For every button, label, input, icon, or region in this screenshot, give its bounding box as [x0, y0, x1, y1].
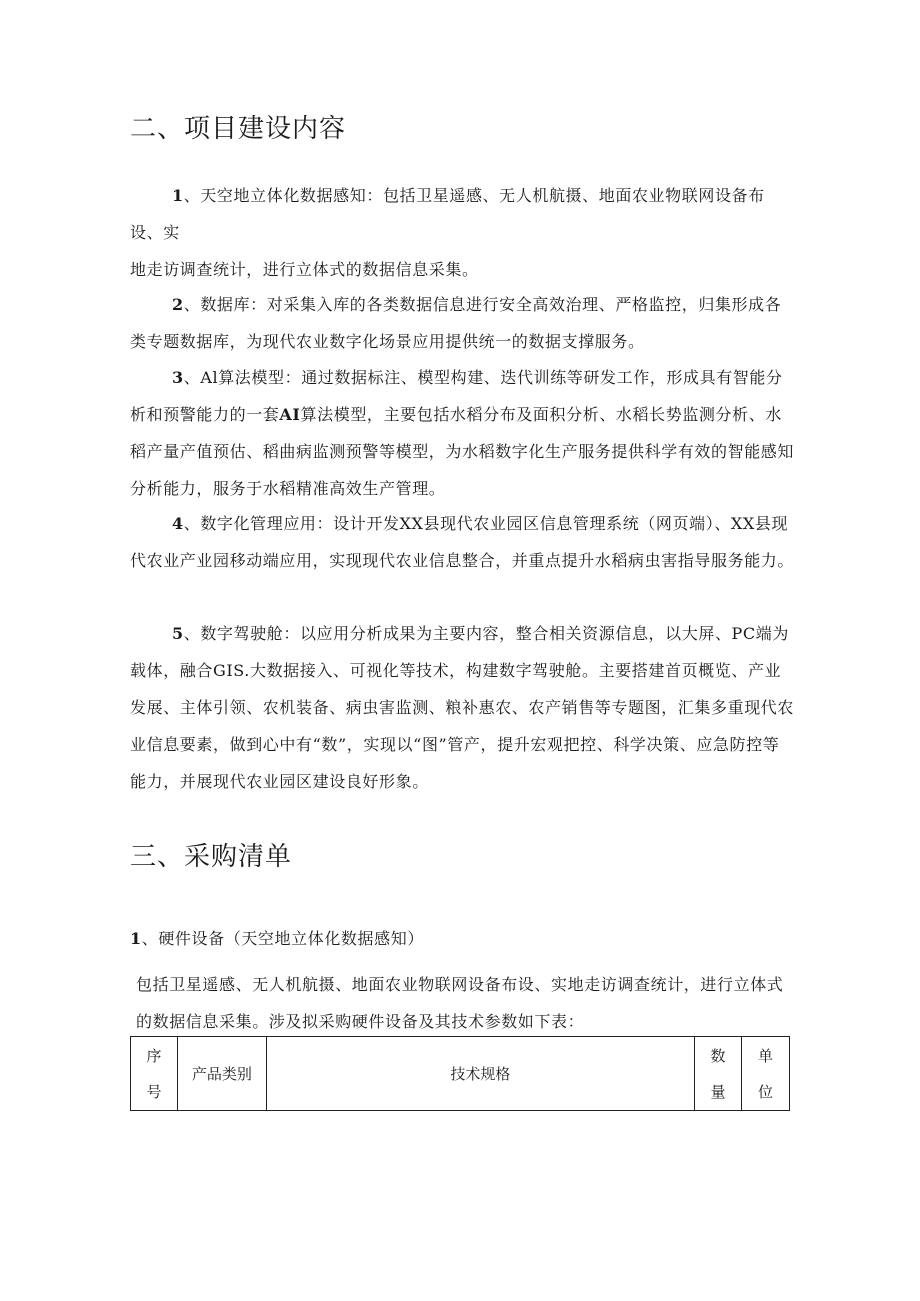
subsection-hardware-heading: [130, 926, 424, 949]
item-5-body: ：以应用分析成果为主要内容，整合相关资源信息，以大屏、PC端为载体，融合GIS.大数据接入、可视化等技术，构建数字驾驶舱。主要搭建首页概览、产业发展、主体引领、农机装备、病虫害监测、粮补惠农、农产销售等专题图，汇集多重现代农业信息要素，做到心中有“数”，实现以“图”管产，提升宏观把控、科学决策、应急防控等能力，并展现代农业园区建设良好形象。: [130, 624, 795, 791]
col-header-qty-bottom: 量: [710, 1082, 726, 1101]
item-3-body-post: 算法模型，主要包括水稻分布及面积分析、水稻长势监测分析、水稻产量产值预估、稻曲病监测预警等模型，为水稻数字化生产服务提供科学有效的智能感知分析能力，服务于水稻精准高效生产管理。: [130, 405, 795, 498]
subsection-title: 、硬件设备（天空地立体化数据感知）: [141, 929, 424, 948]
item-1-line-2: 设、实: [130, 223, 180, 242]
item-1-body-1: ：包括卫星遥感、无人机航摄、地面农业物联网设备布: [366, 186, 765, 205]
col-header-seq-bottom: 号: [146, 1082, 162, 1101]
hardware-intro-paragraph: 包括卫星遥感、无人机航摄、地面农业物联网设备布设、实地走访调查统计，进行立体式的数据信息采集。涉及拟采购硬件设备及其技术参数如下表：: [136, 975, 784, 1031]
item-2-body: ：对采集入库的各类数据信息进行安全高效治理、严格监控，归集形成各类专题数据库，为现代农业数字化场景应用提供统一的数据支撑服务。: [130, 295, 782, 351]
col-header-category: 产品类别: [177, 1037, 266, 1111]
item-1-line-1: [172, 183, 765, 206]
col-header-seq-top: 序: [146, 1046, 162, 1065]
item-4-title: 、数字化管理应用: [183, 514, 317, 533]
item-3-title: 、Al算法模型: [183, 368, 285, 387]
col-header-seq: [131, 1037, 178, 1111]
item-1-number: 1: [172, 186, 184, 205]
col-header-qty-top: 数: [710, 1046, 726, 1065]
item-2-number: 2: [172, 295, 184, 314]
hardware-spec-table: [130, 1036, 790, 1111]
subsection-number: 1: [130, 929, 142, 948]
item-3-paragraph: [130, 359, 794, 507]
col-header-spec: 技术规格: [266, 1037, 694, 1111]
section-heading-procurement-list: 三、采购清单: [130, 842, 293, 872]
section-heading-project-content: 二、项目建设内容: [130, 114, 347, 144]
col-header-unit: [742, 1037, 790, 1111]
item-5-paragraph: [130, 615, 794, 800]
item-3-number: 3: [172, 368, 184, 387]
item-4-paragraph: [130, 505, 794, 579]
item-1-title: 、天空地立体化数据感知: [183, 186, 367, 205]
item-4-number: 4: [172, 514, 184, 533]
col-header-unit-bottom: 位: [758, 1082, 774, 1101]
item-2-paragraph: [130, 286, 794, 360]
item-3-body-pre: ：通过数据标注、模型构建、迭代训练等研发工作，形成具有智能分析和预警能力的一套: [130, 368, 783, 424]
item-5-number: 5: [172, 624, 184, 643]
col-header-unit-top: 单: [758, 1046, 774, 1065]
item-2-title: 、数据库: [183, 295, 251, 314]
item-4-body: ：设计开发XX县现代农业园区信息管理系统（网页端）、XX县现代农业产业园移动端应用，实现现代农业信息整合，并重点提升水稻病虫害指导服务能力。: [130, 514, 795, 570]
item-3-body-ai: AI: [279, 405, 301, 424]
item-1-line-3: 地走访调查统计，进行立体式的数据信息采集。: [130, 260, 479, 279]
col-header-qty: [695, 1037, 742, 1111]
table-header-row: [131, 1037, 790, 1111]
item-5-title: 、数字驾驶舱: [183, 624, 284, 643]
